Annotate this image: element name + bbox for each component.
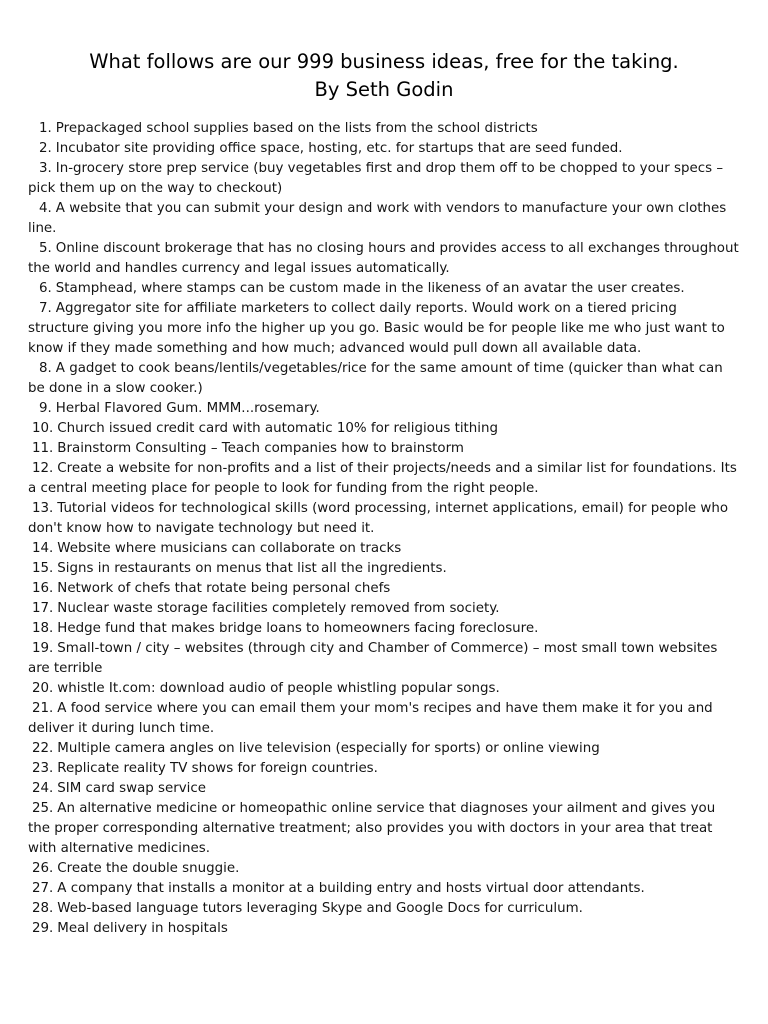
idea-text: Herbal Flavored Gum. MMM...rosemary.	[55, 401, 320, 416]
idea-text: Stamphead, where stamps can be custom made in the likeness of an avatar the user creates.	[55, 281, 685, 296]
idea-text: SIM card swap service	[57, 781, 207, 796]
idea-text: Create the double snuggie.	[57, 861, 240, 876]
idea-number: 14.	[32, 541, 54, 556]
idea-item	[28, 639, 740, 679]
idea-number: 9.	[39, 401, 52, 416]
idea-text: Hedge fund that makes bridge loans to homeowners facing foreclosure.	[57, 621, 539, 636]
idea-text: Small-town / city – websites (through city and Chamber of Commerce) – most small town websites are terrible	[28, 641, 718, 676]
idea-text: A company that installs a monitor at a building entry and hosts virtual door attendants.	[57, 881, 645, 896]
idea-item	[28, 499, 740, 539]
idea-text: Church issued credit card with automatic 10% for religious tithing	[57, 421, 498, 436]
idea-number: 13.	[32, 501, 54, 516]
idea-text: Replicate reality TV shows for foreign countries.	[57, 761, 378, 776]
idea-number: 3.	[39, 161, 52, 176]
idea-text: Brainstorm Consulting – Teach companies how to brainstorm	[57, 441, 464, 456]
idea-text: A food service where you can email them your mom's recipes and have them make it for you and deliver it during lunch time.	[28, 701, 713, 736]
idea-item	[28, 879, 740, 899]
idea-number: 10.	[32, 421, 54, 436]
idea-number: 26.	[32, 861, 54, 876]
idea-text: whistle It.com: download audio of people whistling popular songs.	[57, 681, 500, 696]
idea-number: 6.	[39, 281, 52, 296]
idea-item	[28, 779, 740, 799]
idea-text: In-grocery store prep service (buy vegetables first and drop them off to be chopped to your specs – pick them up on the way to checkout)	[28, 161, 724, 196]
idea-number: 18.	[32, 621, 54, 636]
idea-item	[28, 359, 740, 399]
idea-text: A gadget to cook beans/lentils/vegetables/rice for the same amount of time (quicker than what can be done in a slow cooker.)	[28, 361, 723, 396]
idea-item	[28, 759, 740, 779]
idea-number: 20.	[32, 681, 54, 696]
idea-item	[28, 579, 740, 599]
idea-item	[28, 239, 740, 279]
idea-item	[28, 699, 740, 739]
idea-number: 27.	[32, 881, 54, 896]
idea-text: Incubator site providing office space, hosting, etc. for startups that are seed funded.	[55, 141, 623, 156]
idea-number: 1.	[39, 121, 52, 136]
idea-number: 4.	[39, 201, 52, 216]
idea-number: 29.	[32, 921, 54, 936]
idea-number: 24.	[32, 781, 54, 796]
idea-number: 22.	[32, 741, 54, 756]
idea-item	[28, 619, 740, 639]
idea-number: 7.	[39, 301, 52, 316]
idea-item	[28, 119, 740, 139]
idea-number: 15.	[32, 561, 54, 576]
idea-number: 21.	[32, 701, 54, 716]
idea-item	[28, 159, 740, 199]
idea-item	[28, 859, 740, 879]
idea-number: 2.	[39, 141, 52, 156]
idea-item	[28, 399, 740, 419]
idea-number: 11.	[32, 441, 54, 456]
idea-text: Website where musicians can collaborate on tracks	[57, 541, 402, 556]
idea-number: 5.	[39, 241, 52, 256]
idea-item	[28, 739, 740, 759]
idea-item	[28, 799, 740, 859]
idea-number: 17.	[32, 601, 54, 616]
idea-number: 23.	[32, 761, 54, 776]
idea-item	[28, 199, 740, 239]
idea-text: A website that you can submit your design and work with vendors to manufacture your own clothes line.	[28, 201, 727, 236]
idea-number: 12.	[32, 461, 54, 476]
idea-text: Web-based language tutors leveraging Skype and Google Docs for curriculum.	[57, 901, 583, 916]
idea-item	[28, 279, 740, 299]
idea-item	[28, 299, 740, 359]
idea-text: Prepackaged school supplies based on the lists from the school districts	[55, 121, 538, 136]
idea-number: 28.	[32, 901, 54, 916]
idea-text: Tutorial videos for technological skills (word processing, internet applications, email) for people who don't know how to navigate technology but need it.	[28, 501, 729, 536]
idea-item	[28, 459, 740, 499]
idea-text: An alternative medicine or homeopathic online service that diagnoses your ailment and gives you the proper corresponding alternative treatment; also provides you with doctors in your area that treat with alternative medicines.	[28, 801, 716, 856]
idea-text: Multiple camera angles on live television (especially for sports) or online viewing	[57, 741, 600, 756]
idea-item	[28, 559, 740, 579]
idea-text: Network of chefs that rotate being personal chefs	[57, 581, 391, 596]
idea-item	[28, 539, 740, 559]
idea-number: 19.	[32, 641, 54, 656]
title-author-line: By Seth Godin	[314, 78, 454, 101]
idea-number: 25.	[32, 801, 54, 816]
idea-text: Online discount brokerage that has no closing hours and provides access to all exchanges throughout the world and handles currency and legal issues automatically.	[28, 241, 739, 276]
idea-text: Nuclear waste storage facilities completely removed from society.	[57, 601, 500, 616]
idea-text: Aggregator site for affiliate marketers to collect daily reports. Would work on a tiered pricing structure giving you more info the higher up you go. Basic would be for people like me who just want to know if they made something and how much; advanced would pull down all available data.	[28, 301, 725, 356]
ideas-list	[0, 119, 768, 939]
idea-item	[28, 419, 740, 439]
idea-text: Signs in restaurants on menus that list all the ingredients.	[57, 561, 447, 576]
document-title	[0, 48, 768, 104]
idea-text: Meal delivery in hospitals	[57, 921, 228, 936]
title-line-1: What follows are our 999 business ideas, free for the taking.	[89, 50, 679, 73]
idea-item	[28, 599, 740, 619]
idea-item	[28, 439, 740, 459]
idea-item	[28, 139, 740, 159]
idea-item	[28, 679, 740, 699]
idea-item	[28, 899, 740, 919]
idea-text: Create a website for non-profits and a list of their projects/needs and a similar list for foundations. Its a central meeting place for people to look for funding from the right people.	[28, 461, 737, 496]
idea-number: 8.	[39, 361, 52, 376]
idea-number: 16.	[32, 581, 54, 596]
idea-item	[28, 919, 740, 939]
